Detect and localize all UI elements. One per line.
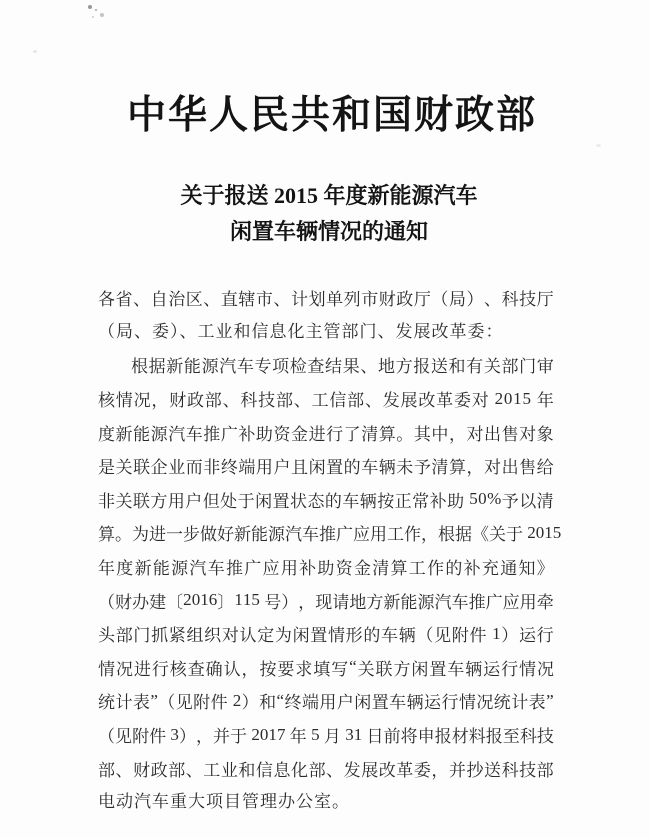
body-line: 头 部 门 抓 紧 组 织 对 认 定 为 闲 置 情 形 的 车 辆 （ 见 附 件 1 ） 运 行 xyxy=(98,623,554,646)
body-line: （ 财 办 建 〔 2 0 1 6 〕 1 1 5 号 ） ， 现 请 地 方 新 能 源 汽 车 推 广 应 用 牵 xyxy=(98,590,554,612)
scan-speck xyxy=(596,144,601,147)
doc-body xyxy=(98,281,562,819)
body-line: 部 、 财 政 部 、 工 业 和 信 息 化 部 、 发 展 改 革 委 ， 并 抄 送 科 技 部 xyxy=(98,760,554,780)
body-line: 非 关 联 方 用 户 但 处 于 闲 置 状 态 的 车 辆 按 正 常 补 助 5 0 % 予 以 清 xyxy=(98,489,554,511)
scan-speck xyxy=(33,50,37,53)
scan-smudge xyxy=(88,5,92,9)
body-line: 算 。 为 进 一 步 做 好 新 能 源 汽 车 推 广 应 用 工 作 ， 根 据 《 关 于 2 0 1 5 xyxy=(98,522,562,545)
body-line: 年 度 新 能 源 汽 车 推 广 应 用 补 助 资 金 清 算 工 作 的 补 充 通 知 》 xyxy=(98,559,554,579)
org-title: 中华人民共和国财政部 xyxy=(126,94,537,137)
body-line: 根 据 新 能 源 汽 车 专 项 检 查 结 果 、 地 方 报 送 和 有 关 部 门 审 xyxy=(131,357,554,377)
body-line: 电动汽车重大项目管理办公室。 xyxy=(98,791,350,811)
doc-title-line-1: 关于报送 2015 年度新能源汽车 xyxy=(180,183,478,208)
salutation-line-1: 各 省 、 自 治 区 、 直 辖 市 、 计 划 单 列 市 财 政 厅 （ 局 ） 、 科 技 厅 xyxy=(98,290,554,310)
body-line: 核 情 况 ， 财 政 部 、 科 技 部 、 工 信 部 、 发 展 改 革 委 对 2 0 1 5 年 xyxy=(98,388,554,411)
body-line: 是 关 联 企 业 而 非 终 端 用 户 且 闲 置 的 车 辆 未 予 清 算 ， 对 出 售 给 xyxy=(98,458,554,478)
body-line: 度 新 能 源 汽 车 推 广 补 助 资 金 进 行 了 清 算 。 其 中 ， 对 出 售 对 象 xyxy=(98,424,554,444)
body-line: 情 况 进 行 核 查 确 认 ， 按 要 求 填 写 “ 关 联 方 闲 置 车 辆 运 行 情 况 xyxy=(98,657,554,679)
doc-title xyxy=(4,178,650,250)
salutation-line-2: （局、委）、工业和信息化主管部门、发展改革委： xyxy=(98,321,504,341)
body-line: 统 计 表 ” （ 见 附 件 2 ） 和 “ 终 端 用 户 闲 置 车 辆 运 行 情 况 统 计 表 ” xyxy=(98,690,554,713)
doc-title-line-2: 闲置车辆情况的通知 xyxy=(229,219,428,244)
body-line: （ 见 附 件 3 ） ， 并 于 2 0 1 7 年 5 月 3 1 日 前 将 申 报 材 料 报 至 科 技 xyxy=(98,724,554,747)
